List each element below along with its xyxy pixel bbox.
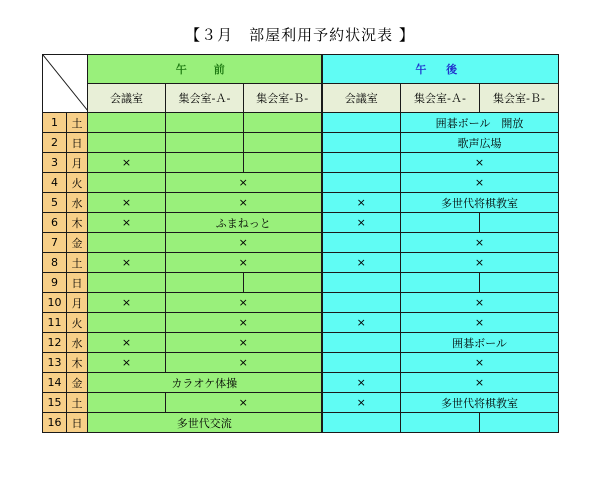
- table-row: [43, 313, 559, 333]
- day-number: 10: [43, 293, 67, 313]
- reserved-mark: ×: [88, 153, 166, 173]
- table-row: [43, 273, 559, 293]
- day-number: 1: [43, 113, 67, 133]
- empty-slot: [322, 413, 401, 433]
- empty-slot: [322, 173, 401, 193]
- empty-slot: [88, 133, 166, 153]
- day-number: 16: [43, 413, 67, 433]
- reserved-mark: ×: [166, 353, 322, 373]
- day-number: 12: [43, 333, 67, 353]
- reserved-mark: ×: [88, 333, 166, 353]
- empty-slot: [322, 293, 401, 313]
- pm-col-hall-a: 集会室-Ａ-: [401, 84, 480, 113]
- table-row: [43, 253, 559, 273]
- event-label: 多世代将棋教室: [401, 393, 559, 413]
- day-number: 4: [43, 173, 67, 193]
- am-col-hall-b: 集会室-Ｂ-: [244, 84, 322, 113]
- pm-header: 午 後: [322, 55, 559, 84]
- table-row: [43, 233, 559, 253]
- empty-slot: [322, 333, 401, 353]
- event-label: 多世代将棋教室: [401, 193, 559, 213]
- day-of-week: 金: [67, 233, 88, 253]
- day-of-week: 月: [67, 153, 88, 173]
- reserved-mark: ×: [322, 313, 401, 333]
- reserved-mark: ×: [401, 153, 559, 173]
- event-label: 囲碁ボール 開放: [401, 113, 559, 133]
- empty-slot: [88, 113, 166, 133]
- day-of-week: 土: [67, 393, 88, 413]
- reserved-mark: ×: [166, 313, 322, 333]
- reserved-mark: ×: [401, 353, 559, 373]
- day-of-week: 日: [67, 413, 88, 433]
- empty-slot: [88, 273, 166, 293]
- day-of-week: 木: [67, 353, 88, 373]
- empty-slot: [88, 393, 166, 413]
- reserved-mark: ×: [88, 253, 166, 273]
- reserved-mark: ×: [166, 393, 322, 413]
- day-number: 5: [43, 193, 67, 213]
- reserved-mark: ×: [401, 173, 559, 193]
- empty-slot: [88, 173, 166, 193]
- event-label: 歌声広場: [401, 133, 559, 153]
- table-row: [43, 133, 559, 153]
- reserved-mark: ×: [166, 173, 322, 193]
- empty-slot: [322, 233, 401, 253]
- reserved-mark: ×: [322, 193, 401, 213]
- day-number: 13: [43, 353, 67, 373]
- reserved-mark: ×: [401, 313, 559, 333]
- day-of-week: 火: [67, 173, 88, 193]
- reserved-mark: ×: [401, 373, 559, 393]
- empty-slot: [480, 213, 559, 233]
- day-of-week: 土: [67, 113, 88, 133]
- reserved-mark: ×: [322, 393, 401, 413]
- reserved-mark: ×: [166, 233, 322, 253]
- reservation-table: [42, 54, 559, 433]
- reserved-mark: ×: [166, 333, 322, 353]
- empty-slot: [322, 353, 401, 373]
- empty-slot: [244, 153, 322, 173]
- day-of-week: 月: [67, 293, 88, 313]
- day-of-week: 日: [67, 273, 88, 293]
- empty-slot: [322, 273, 401, 293]
- table-row: [43, 413, 559, 433]
- empty-slot: [322, 153, 401, 173]
- empty-slot: [401, 213, 480, 233]
- day-number: 8: [43, 253, 67, 273]
- table-row: [43, 393, 559, 413]
- empty-slot: [244, 273, 322, 293]
- empty-slot: [322, 113, 401, 133]
- empty-slot: [480, 273, 559, 293]
- reserved-mark: ×: [88, 353, 166, 373]
- table-row: [43, 153, 559, 173]
- empty-slot: [166, 153, 244, 173]
- reserved-mark: ×: [322, 213, 401, 233]
- day-number: 2: [43, 133, 67, 153]
- empty-slot: [166, 133, 244, 153]
- reserved-mark: ×: [401, 293, 559, 313]
- empty-slot: [480, 413, 559, 433]
- day-number: 15: [43, 393, 67, 413]
- day-of-week: 火: [67, 313, 88, 333]
- event-label: 囲碁ボール: [401, 333, 559, 353]
- day-of-week: 金: [67, 373, 88, 393]
- empty-slot: [322, 133, 401, 153]
- empty-slot: [401, 413, 480, 433]
- empty-slot: [166, 113, 244, 133]
- pm-col-meeting-room: 会議室: [322, 84, 401, 113]
- page-title: 【３月 部屋利用予約状況表 】: [185, 26, 415, 44]
- event-label: ふまねっと: [166, 213, 322, 233]
- event-label: カラオケ体操: [88, 373, 322, 393]
- reserved-mark: ×: [322, 253, 401, 273]
- day-number: 6: [43, 213, 67, 233]
- reserved-mark: ×: [88, 213, 166, 233]
- reserved-mark: ×: [401, 253, 559, 273]
- day-number: 11: [43, 313, 67, 333]
- day-of-week: 日: [67, 133, 88, 153]
- table-row: [43, 113, 559, 133]
- reserved-mark: ×: [88, 193, 166, 213]
- reserved-mark: ×: [166, 253, 322, 273]
- event-label: 多世代交流: [88, 413, 322, 433]
- empty-slot: [244, 113, 322, 133]
- empty-slot: [401, 273, 480, 293]
- table-row: [43, 373, 559, 393]
- day-of-week: 水: [67, 333, 88, 353]
- table-row: [43, 333, 559, 353]
- corner-cell: [43, 55, 88, 113]
- am-col-hall-a: 集会室-Ａ-: [166, 84, 244, 113]
- day-of-week: 水: [67, 193, 88, 213]
- empty-slot: [88, 313, 166, 333]
- pm-col-hall-b: 集会室-Ｂ-: [480, 84, 559, 113]
- empty-slot: [88, 233, 166, 253]
- diagonal-line-icon: [43, 55, 88, 111]
- day-number: 14: [43, 373, 67, 393]
- reserved-mark: ×: [401, 233, 559, 253]
- reserved-mark: ×: [166, 293, 322, 313]
- table-row: [43, 173, 559, 193]
- empty-slot: [166, 273, 244, 293]
- table-row: [43, 213, 559, 233]
- day-number: 7: [43, 233, 67, 253]
- table-row: [43, 353, 559, 373]
- am-header: 午 前: [88, 55, 322, 84]
- reserved-mark: ×: [322, 373, 401, 393]
- day-number: 9: [43, 273, 67, 293]
- table-row: [43, 293, 559, 313]
- empty-slot: [244, 133, 322, 153]
- table-row: [43, 193, 559, 213]
- day-of-week: 木: [67, 213, 88, 233]
- am-col-meeting-room: 会議室: [88, 84, 166, 113]
- day-number: 3: [43, 153, 67, 173]
- reserved-mark: ×: [88, 293, 166, 313]
- day-of-week: 土: [67, 253, 88, 273]
- reserved-mark: ×: [166, 193, 322, 213]
